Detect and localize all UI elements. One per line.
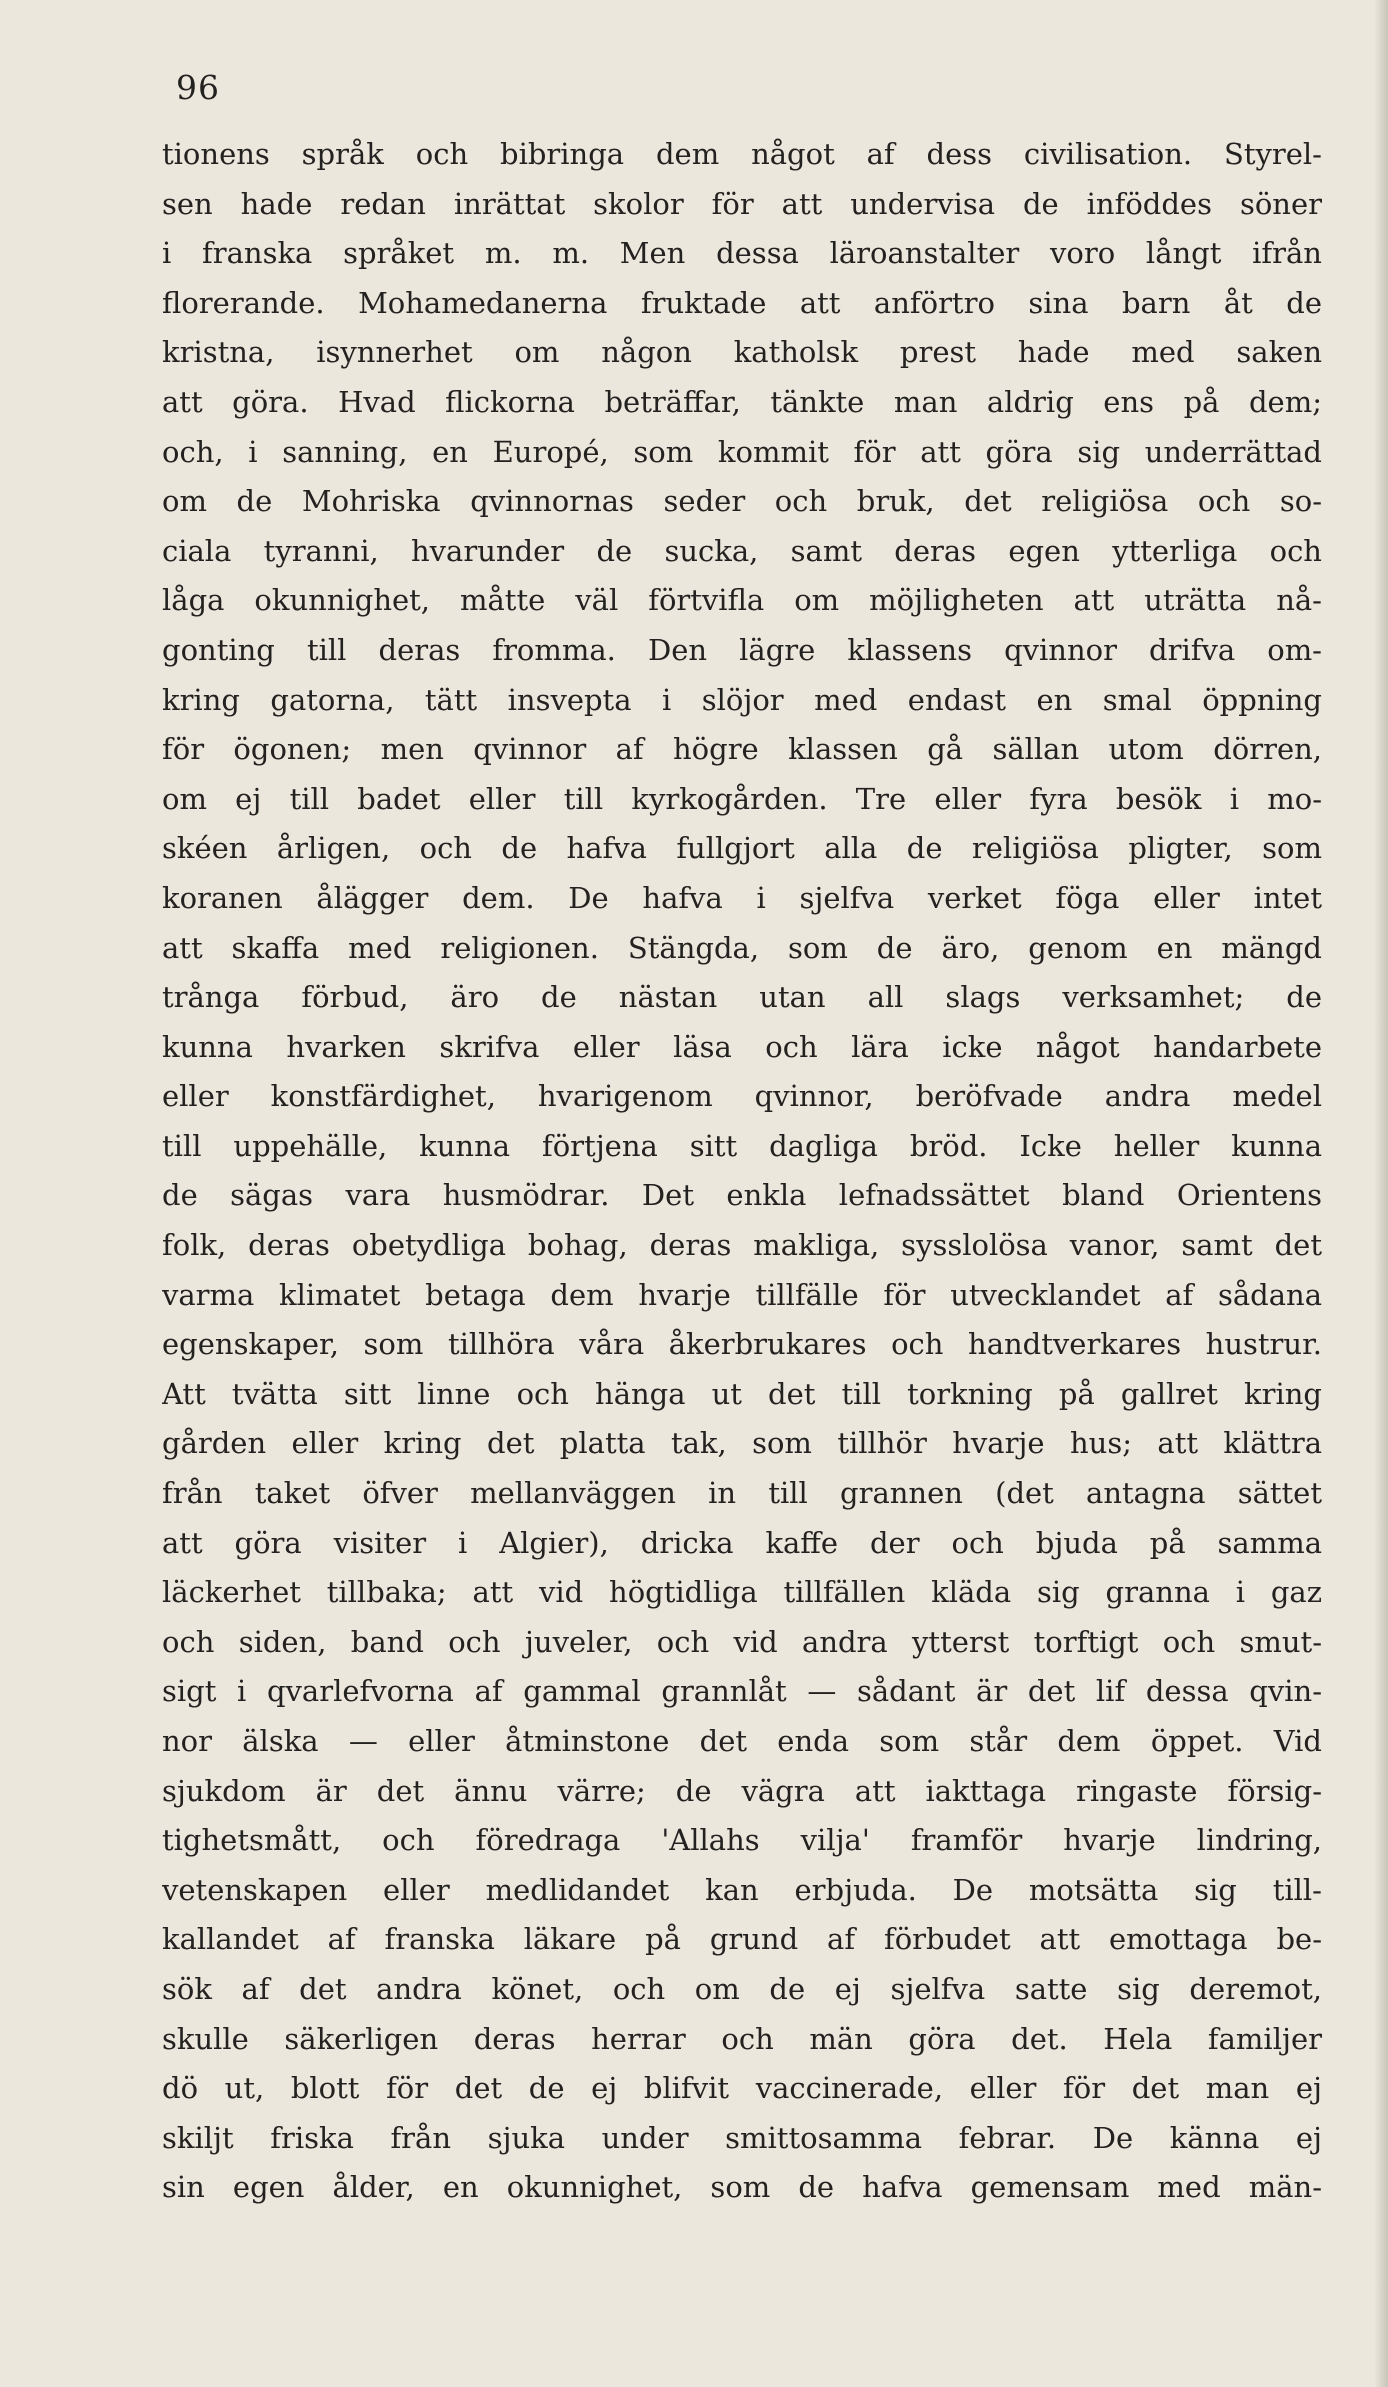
page-edge-shadow — [1374, 0, 1388, 2387]
text-line: tighetsmått, och föredraga 'Allahs vilja' framför hvarje lindring, — [162, 1823, 1322, 1858]
text-line: de sägas vara husmödrar. Det enkla lefnadssättet bland Orientens — [162, 1178, 1322, 1213]
body-text — [162, 130, 1322, 2213]
text-line: varma klimatet betaga dem hvarje tillfälle för utvecklandet af sådana — [162, 1277, 1322, 1312]
text-line: egenskaper, som tillhöra våra åkerbrukares och handtverkares hustrur. — [162, 1327, 1322, 1362]
text-line: skiljt friska från sjuka under smittosamma febrar. De känna ej — [162, 2120, 1322, 2155]
text-line: trånga förbud, äro de nästan utan all slags verksamhet; de — [162, 980, 1322, 1015]
text-line: kring gatorna, tätt insvepta i slöjor med endast en smal öppning — [162, 682, 1322, 717]
text-line: tionens språk och bibringa dem något af dess civilisation. Styrel- — [162, 137, 1322, 171]
text-line: för ögonen; men qvinnor af högre klassen gå sällan utom dörren, — [162, 732, 1322, 767]
text-line: sin egen ålder, en okunnighet, som de hafva gemensam med män- — [162, 2170, 1322, 2205]
text-line: sen hade redan inrättat skolor för att undervisa de inföddes söner — [162, 186, 1322, 221]
text-line: dö ut, blott för det de ej blifvit vaccinerade, eller för det man ej — [162, 2071, 1322, 2106]
text-line: eller konstfärdighet, hvarigenom qvinnor, beröfvade andra medel — [162, 1079, 1322, 1114]
text-line: gården eller kring det platta tak, som tillhör hvarje hus; att klättra — [162, 1426, 1322, 1461]
text-line: skéen årligen, och de hafva fullgjort alla de religiösa pligter, som — [162, 831, 1322, 866]
text-line: koranen ålägger dem. De hafva i sjelfva verket föga eller intet — [162, 880, 1322, 915]
text-line: läckerhet tillbaka; att vid högtidliga tillfällen kläda sig granna i gaz — [162, 1575, 1322, 1610]
text-line: sigt i qvarlefvorna af gammal grannlåt — sådant är det lif dessa qvin- — [162, 1674, 1322, 1709]
text-line: att göra visiter i Algier), dricka kaffe der och bjuda på samma — [162, 1525, 1322, 1560]
text-line: från taket öfver mellanväggen in till grannen (det antagna sättet — [162, 1476, 1322, 1511]
text-line: och siden, band och juveler, och vid andra ytterst torftigt och smut- — [162, 1624, 1322, 1659]
text-line: att göra. Hvad flickorna beträffar, tänkte man aldrig ens på dem; — [162, 384, 1322, 419]
text-line: till uppehälle, kunna förtjena sitt dagliga bröd. Icke heller kunna — [162, 1128, 1322, 1163]
text-line: kunna hvarken skrifva eller läsa och lära icke något handarbete — [162, 1029, 1322, 1064]
text-line: skulle säkerligen deras herrar och män göra det. Hela familjer — [162, 2021, 1322, 2056]
text-line: låga okunnighet, måtte väl förtvifla om möjligheten att uträtta nå- — [162, 583, 1322, 618]
text-line: gonting till deras fromma. Den lägre klassens qvinnor drifva om- — [162, 632, 1322, 667]
text-line: sök af det andra könet, och om de ej sjelfva satte sig deremot, — [162, 1971, 1322, 2006]
text-line: ciala tyranni, hvarunder de sucka, samt deras egen ytterliga och — [162, 533, 1322, 568]
text-line: kristna, isynnerhet om någon katholsk prest hade med saken — [162, 335, 1322, 370]
text-line: och, i sanning, en Europé, som kommit för att göra sig underrättad — [162, 434, 1322, 469]
text-line: Att tvätta sitt linne och hänga ut det till torkning på gallret kring — [162, 1376, 1322, 1411]
text-line: florerande. Mohamedanerna fruktade att anförtro sina barn åt de — [162, 285, 1322, 320]
text-line: folk, deras obetydliga bohag, deras makliga, sysslolösa vanor, samt det — [162, 1228, 1322, 1263]
text-line: om de Mohriska qvinnornas seder och bruk, det religiösa och so- — [162, 484, 1322, 519]
text-line: att skaffa med religionen. Stängda, som de äro, genom en mängd — [162, 930, 1322, 965]
text-line: nor älska — eller åtminstone det enda som står dem öppet. Vid — [162, 1724, 1322, 1758]
text-line: sjukdom är det ännu värre; de vägra att iakttaga ringaste försig- — [162, 1773, 1322, 1808]
text-line: kallandet af franska läkare på grund af förbudet att emottaga be- — [162, 1922, 1322, 1957]
text-line: i franska språket m. m. Men dessa läroanstalter voro långt ifrån — [162, 236, 1322, 271]
page-number: 96 — [176, 68, 220, 107]
text-line: om ej till badet eller till kyrkogården. Tre eller fyra besök i mo- — [162, 781, 1322, 816]
text-line: vetenskapen eller medlidandet kan erbjuda. De motsätta sig till- — [162, 1872, 1322, 1907]
